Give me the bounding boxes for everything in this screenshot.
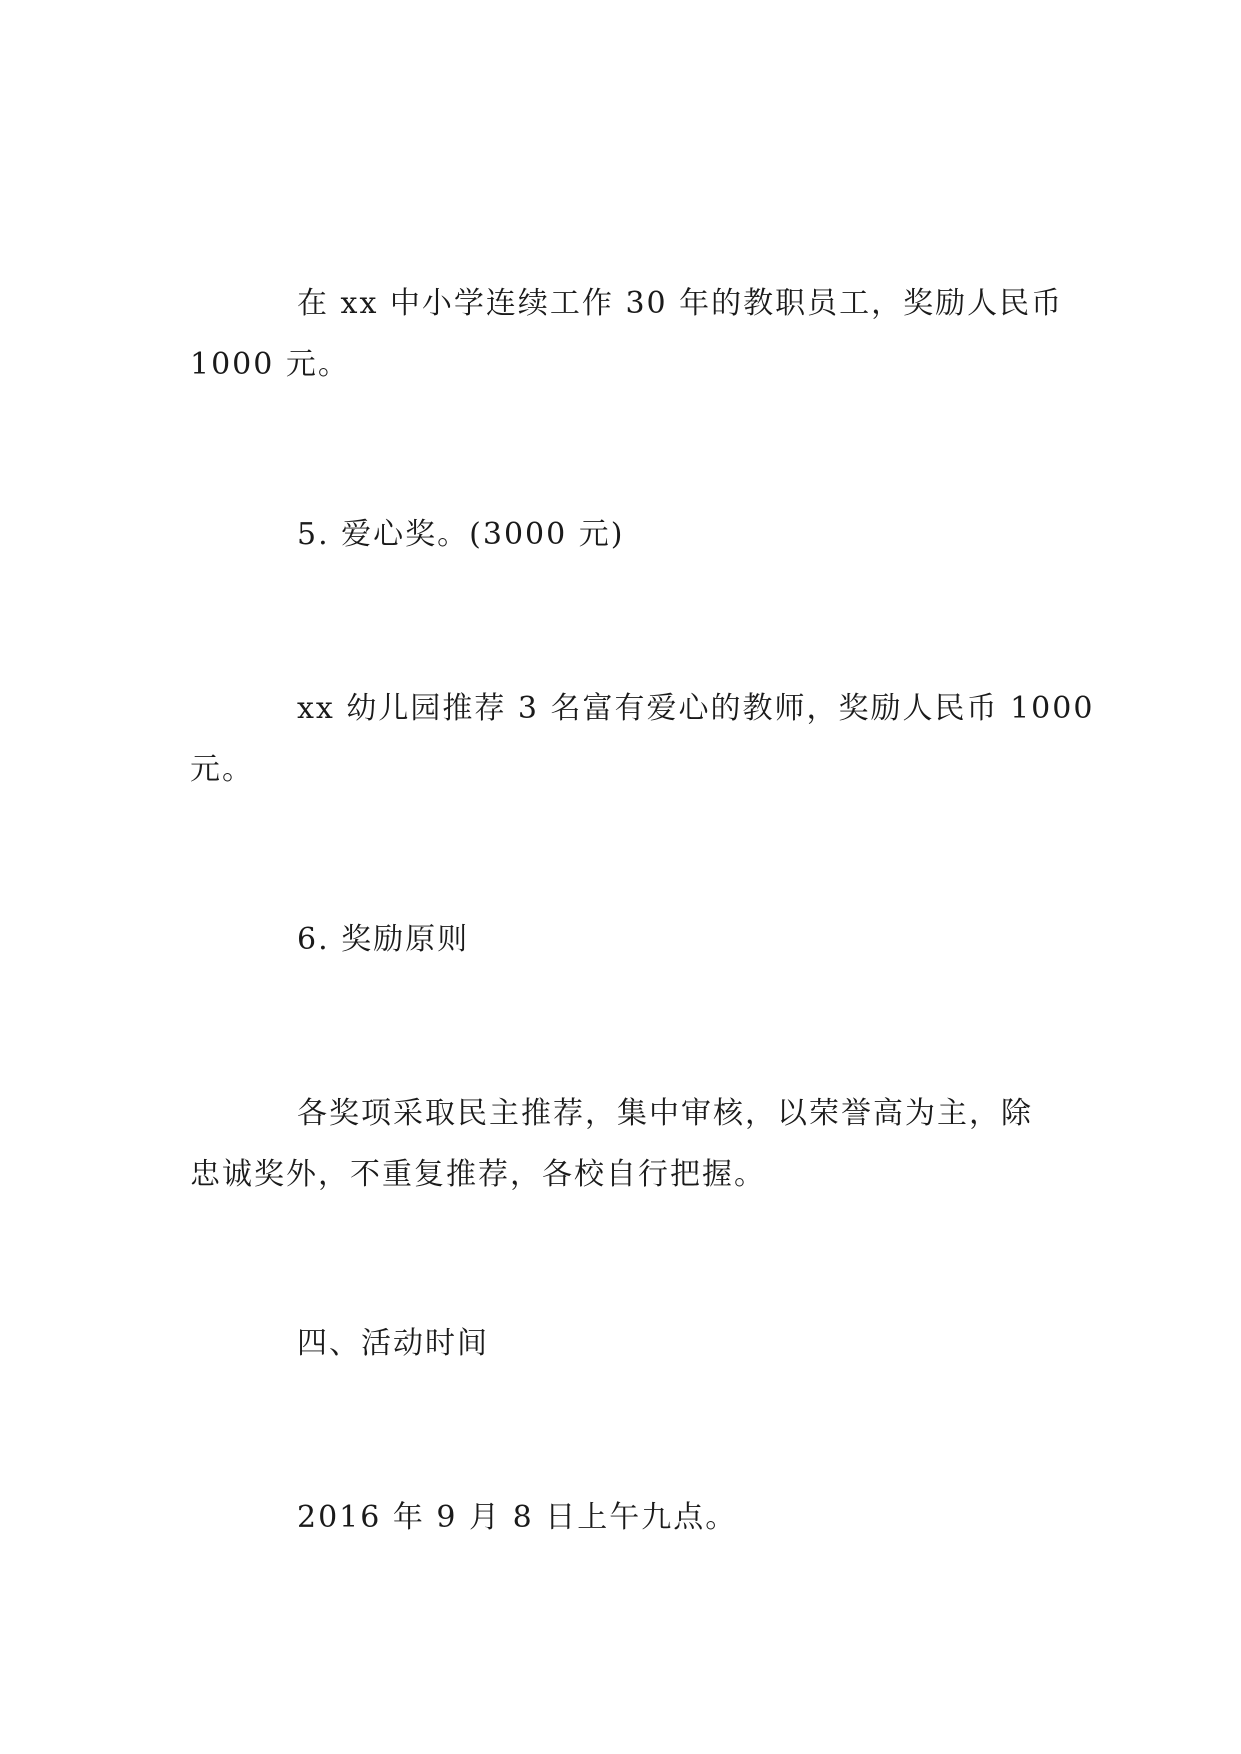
paragraph-activity-date: 2016 年 9 月 8 日上午九点。 xyxy=(297,1500,738,1535)
section-heading-reward-principle: 6. 奖励原则 xyxy=(297,922,470,957)
paragraph-3-line-1: xx 幼儿园推荐 3 名富有爱心的教师，奖励人民币 1000 xyxy=(297,691,1095,726)
section-heading-activity-time: 四、活动时间 xyxy=(297,1326,489,1361)
paragraph-5-line-2: 忠诚奖外，不重复推荐，各校自行把握。 xyxy=(190,1157,766,1192)
paragraph-3-line-2: 元。 xyxy=(190,752,254,787)
paragraph-5-line-1: 各奖项采取民主推荐，集中审核，以荣誉高为主，除 xyxy=(297,1096,1033,1131)
section-heading-love-award: 5. 爱心奖。(3000 元) xyxy=(297,517,625,552)
paragraph-1-line-2: 1000 元。 xyxy=(190,347,350,382)
paragraph-1-line-1: 在 xx 中小学连续工作 30 年的教职员工，奖励人民币 xyxy=(297,286,1064,321)
